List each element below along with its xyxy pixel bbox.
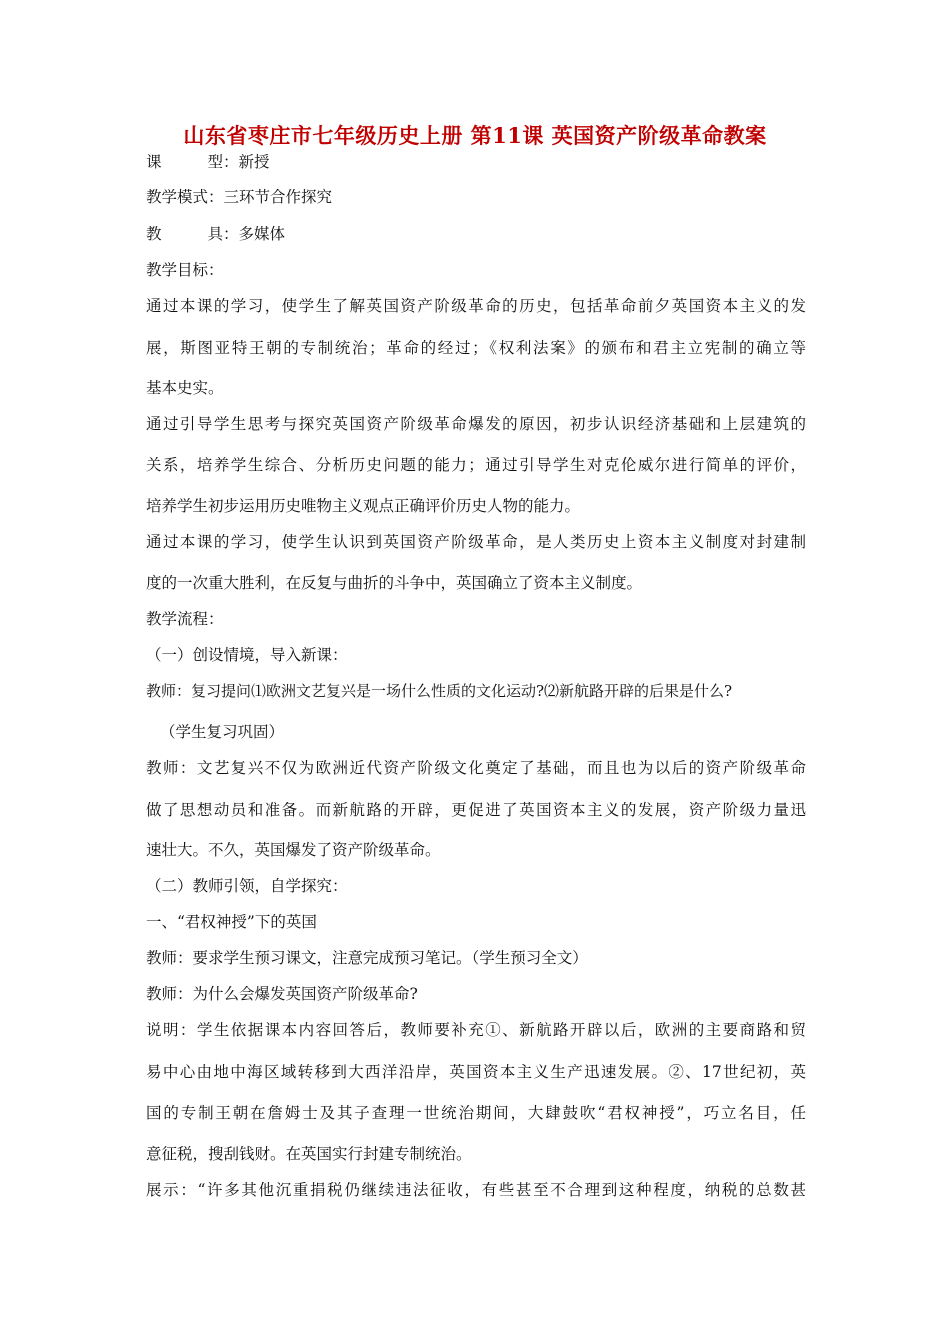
meta-teaching-mode [146,187,332,207]
text-line: （一）创设情境，导入新课： [146,646,348,664]
text-line: 教师：文艺复兴不仅为欧洲近代资产阶级文化奠定了基础，而且也为以后的资产阶级革命 [146,759,806,777]
text-line: 一、“君权神授”下的英国 [146,913,317,931]
text-line: 国的专制王朝在詹姆士及其子查理一世统治期间，大肆鼓吹“君权神授”，巧立名目，任 [146,1104,806,1122]
mode-value: 三环节合作探究 [223,188,333,206]
tools-label-a: 教 [146,225,162,243]
course-type-label-a: 课 [146,153,162,171]
text-line: 展示：“许多其他沉重捐税仍继续违法征收，有些甚至不合理到这种程度，纳税的总数甚 [146,1181,806,1199]
mode-label: 教学模式： [146,188,224,206]
text-line: 通过引导学生思考与探究英国资产阶级革命爆发的原因，初步认识经济基础和上层建筑的 [146,415,806,433]
text-line: 教师：要求学生预习课文，注意完成预习笔记。（学生预习全文） [146,949,588,967]
text-line: 做了思想动员和准备。而新航路的开辟，更促进了英国资本主义的发展，资产阶级力量迅 [146,801,806,819]
text-line: 速壮大。不久，英国爆发了资产阶级革命。 [146,841,441,859]
document-title: 山东省枣庄市七年级历史上册 第11课 英国资产阶级革命教案 [183,123,767,148]
text-line: 关系，培养学生综合、分析历史问题的能力；通过引导学生对克伦威尔进行简单的评价， [146,456,806,474]
tools-label-b: 具： [207,225,239,243]
text-line: 通过本课的学习，使学生了解英国资产阶级革命的历史，包括革命前夕英国资本主义的发 [146,297,806,315]
meta-teaching-tools [146,224,285,244]
text-line: 教学流程： [146,610,224,628]
text-line: （二）教师引领，自学探究： [146,877,348,895]
text-line: 基本史实。 [146,379,224,397]
text-line: （学生复习巩固） [160,723,285,741]
text-line: 教学目标： [146,261,224,279]
text-line: 易中心由地中海区域转移到大西洋沿岸，英国资本主义生产迅速发展。②、17世纪初，英 [146,1063,806,1081]
text-line: 教师：复习提问⑴欧洲文艺复兴是一场什么性质的文化运动?⑵新航路开辟的后果是什么? [146,682,733,700]
text-line: 度的一次重大胜利，在反复与曲折的斗争中，英国确立了资本主义制度。 [146,574,643,592]
text-line: 教师：为什么会爆发英国资产阶级革命? [146,985,418,1003]
text-line: 培养学生初步运用历史唯物主义观点正确评价历史人物的能力。 [146,497,581,515]
text-line: 展，斯图亚特王朝的专制统治；革命的经过；《权利法案》的颁布和君主立宪制的确立等 [146,339,806,357]
course-type-value: 新授 [238,153,270,171]
tools-value: 多媒体 [238,225,286,243]
text-line: 通过本课的学习，使学生认识到英国资产阶级革命，是人类历史上资本主义制度对封建制 [146,533,806,551]
course-type-label-b: 型： [207,153,239,171]
text-line: 说明：学生依据课本内容回答后，教师要补充①、新航路开辟以后，欧洲的主要商路和贸 [146,1021,806,1039]
text-line: 意征税，搜刮钱财。在英国实行封建专制统治。 [146,1145,472,1163]
meta-course-type [146,152,270,172]
